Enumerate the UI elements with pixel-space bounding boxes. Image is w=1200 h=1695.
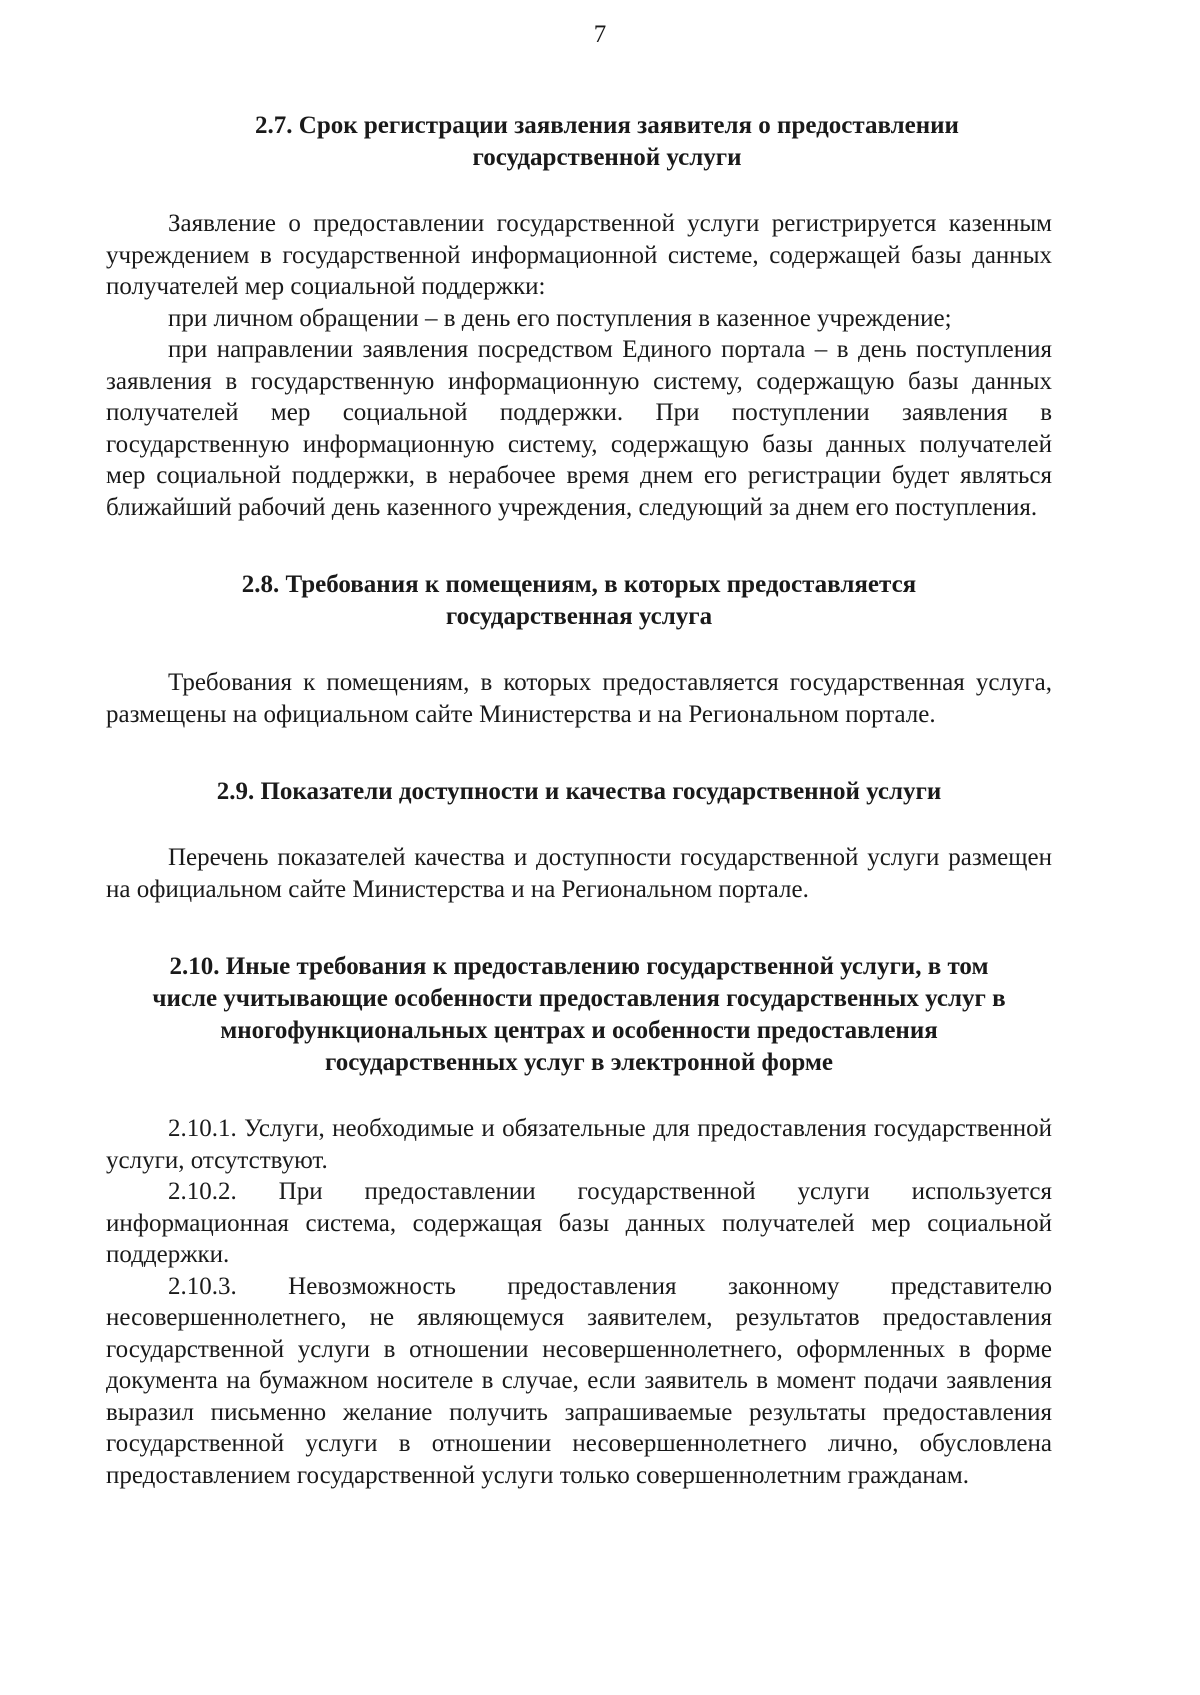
heading-line: многофункциональных центрах и особенности предоставления [220,1017,938,1044]
document-body [106,110,1052,1491]
paragraph: Заявление о предоставлении государственной услуги регистрируется казенным учреждением в государственной информационной системе, содержащей базы данных получателей мер социальной поддержки: [106,210,1052,300]
section-heading-2-10 [106,951,1052,1079]
heading-line: числе учитывающие особенности предоставления государственных услуг в [152,985,1006,1012]
paragraph: Перечень показателей качества и доступности государственной услуги размещен на официальном сайте Министерства и на Региональном портале. [106,844,1052,903]
paragraph: при направлении заявления посредством Единого портала – в день поступления заявления в государственную информационную систему, содержащую базы данных получателей мер социальной поддержки. При поступлении заявления в государственную информационную систему, содержащую базы данных получателей мер социальной поддержки, в нерабочее время днем его регистрации будет являться ближайший рабочий день казенного учреждения, следующий за днем его поступления. [106,336,1052,521]
paragraph: 2.10.2. При предоставлении государственной услуги используется информационная система, содержащая базы данных получателей мер социальной поддержки. [106,1178,1052,1268]
page-number: 7 [593,21,607,48]
heading-line: государственная услуга [445,603,713,630]
section-heading-2-8 [106,569,1052,633]
heading-line: государственной услуги [472,144,742,171]
heading-line: государственных услуг в электронной форме [324,1049,833,1076]
paragraph: 2.10.3. Невозможность предоставления законному представителю несовершеннолетнего, не являющемуся заявителем, результатов предоставления государственной услуги в отношении несовершеннолетнего, оформленных в форме документа на бумажном носителе в случае, если заявитель в момент подачи заявления выразил письменно желание получить запрашиваемые результаты предоставления государственной услуги в отношении несовершеннолетнего лично, обусловлена предоставлением государственной услуги только совершеннолетним гражданам. [106,1272,1052,1489]
heading-line: 2.8. Требования к помещениям, в которых предоставляется [241,571,917,598]
heading-line: 2.10. Иные требования к предоставлению государственной услуги, в том [169,953,989,980]
paragraph: Требования к помещениям, в которых предоставляется государственная услуга, размещены на официальном сайте Министерства и на Региональном портале. [106,669,1052,728]
heading-line: 2.9. Показатели доступности и качества государственной услуги [216,778,942,805]
section-heading-2-7 [162,110,1052,174]
paragraph: при личном обращении – в день его поступления в казенное учреждение; [168,304,952,332]
paragraph: 2.10.1. Услуги, необходимые и обязательные для предоставления государственной услуги, отсутствуют. [106,1115,1052,1174]
section-heading-2-9 [106,776,1052,808]
heading-line: 2.7. Срок регистрации заявления заявителя о предоставлении [255,112,959,139]
